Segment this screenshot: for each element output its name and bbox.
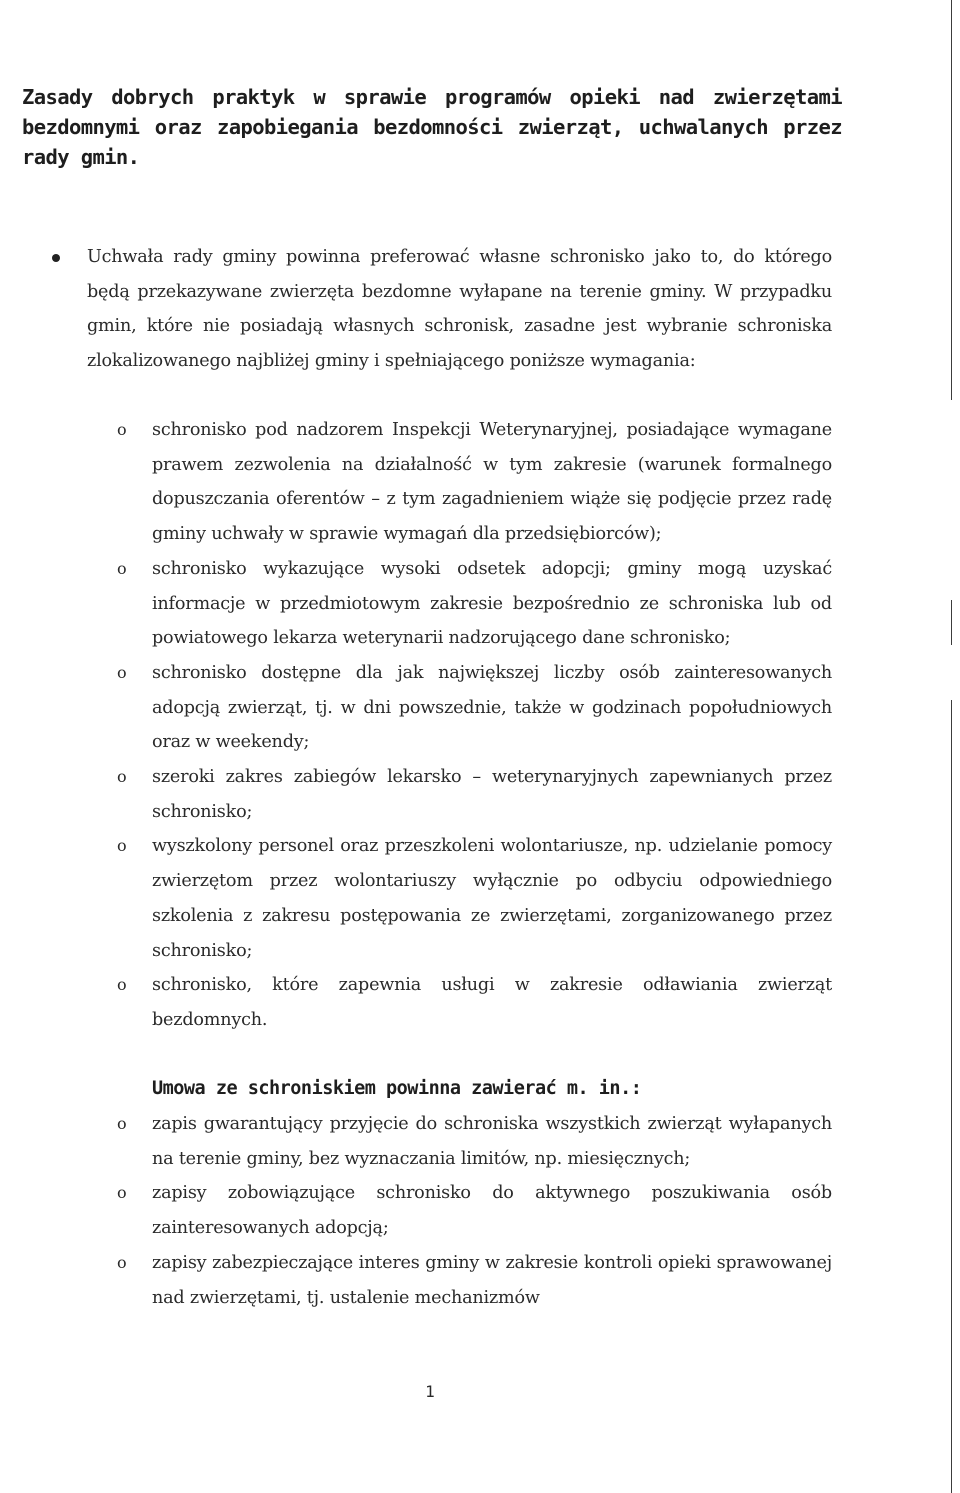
list-item-text: szeroki zakres zabiegów lekarsko – weterynaryjnych zapewnianych przez schronisko; <box>152 767 832 822</box>
document-title: Zasady dobrych praktyk w sprawie programów opieki nad zwierzętami bezdomnymi oraz zapobiegania bezdomności zwierząt, uchwalanych przez rady gmin. <box>22 85 842 169</box>
scan-edge-line <box>951 0 952 400</box>
requirements-list <box>117 413 832 1038</box>
intro-paragraph: Uchwała rady gminy powinna preferować własne schronisko jako to, do którego będą przekazywane zwierzęta bezdomne wyłapane na terenie gminy. W przypadku gmin, które nie posiadają własnych schronisk, zasadne jest wybranie schroniska zlokalizowanego najbliżej gminy i spełniającego poniższe wymagania: <box>87 247 832 372</box>
scan-edge-line <box>951 600 952 645</box>
circle-bullet-icon: o <box>117 1183 127 1203</box>
page-number: 1 <box>425 1382 435 1401</box>
list-item-text: zapis gwarantujący przyjęcie do schroniska wszystkich zwierząt wyłapanych na terenie gminy, bez wyznaczania limitów, np. miesięcznych; <box>152 1114 832 1169</box>
list-item-text: zapisy zabezpieczające interes gminy w zakresie kontroli opieki sprawowanej nad zwierzętami, tj. ustalenie mechanizmów <box>152 1252 832 1308</box>
list-item <box>117 1246 832 1315</box>
list-item <box>117 829 832 968</box>
list-item <box>117 1107 832 1176</box>
list-item <box>117 552 832 656</box>
list-item-text: schronisko wykazujące wysoki odsetek adopcji; gminy mogą uzyskać informacje w przedmiotowym zakresie bezpośrednio ze schroniska lub od powiatowego lekarza weterynarii nadzorującego dane schronisko; <box>152 558 832 649</box>
list-item-text: zapisy zobowiązujące schronisko do aktywnego poszukiwania osób zainteresowanych adopcją; <box>152 1183 832 1239</box>
circle-bullet-icon: o <box>117 1252 127 1272</box>
circle-bullet-icon: o <box>117 836 127 856</box>
list-item <box>117 760 832 829</box>
list-item <box>117 968 832 1037</box>
contract-items-list <box>117 1107 832 1315</box>
circle-bullet-icon: o <box>117 767 127 787</box>
circle-bullet-icon: o <box>117 420 127 439</box>
circle-bullet-icon: o <box>117 558 127 578</box>
scan-edge-line <box>951 700 952 1493</box>
circle-bullet-icon: o <box>117 662 127 682</box>
list-item-text: wyszkolony personel oraz przeszkoleni wolontariusze, np. udzielanie pomocy zwierzętom przez wolontariuszy wyłącznie po odbyciu odpowiedniego szkolenia z zakresu postępowania ze zwierzętami, zorganizowanego przez schronisko; <box>152 836 832 961</box>
list-item-text: schronisko, które zapewnia usługi w zakresie odławiania zwierząt bezdomnych. <box>152 975 832 1030</box>
bullet-icon <box>52 254 60 262</box>
list-item-text: schronisko dostępne dla jak największej liczby osób zainteresowanych adopcją zwierząt, tj. w dni powszednie, także w godzinach popołudniowych oraz w weekendy; <box>152 662 832 753</box>
list-item-text: schronisko pod nadzorem Inspekcji Weterynaryjnej, posiadające wymagane prawem zezwolenia na działalność w tym zakresie (warunek formalnego dopuszczania oferentów – z tym zagadnieniem wiąże się podjęcie przez radę gminy uchwały w sprawie wymagań dla przedsiębiorców); <box>152 420 832 545</box>
circle-bullet-icon: o <box>117 975 127 995</box>
list-item <box>117 1176 832 1245</box>
list-item <box>117 656 832 760</box>
circle-bullet-icon: o <box>117 1114 127 1133</box>
contract-heading: Umowa ze schroniskiem powinna zawierać m. in.: <box>152 1078 642 1099</box>
list-item <box>117 413 832 552</box>
